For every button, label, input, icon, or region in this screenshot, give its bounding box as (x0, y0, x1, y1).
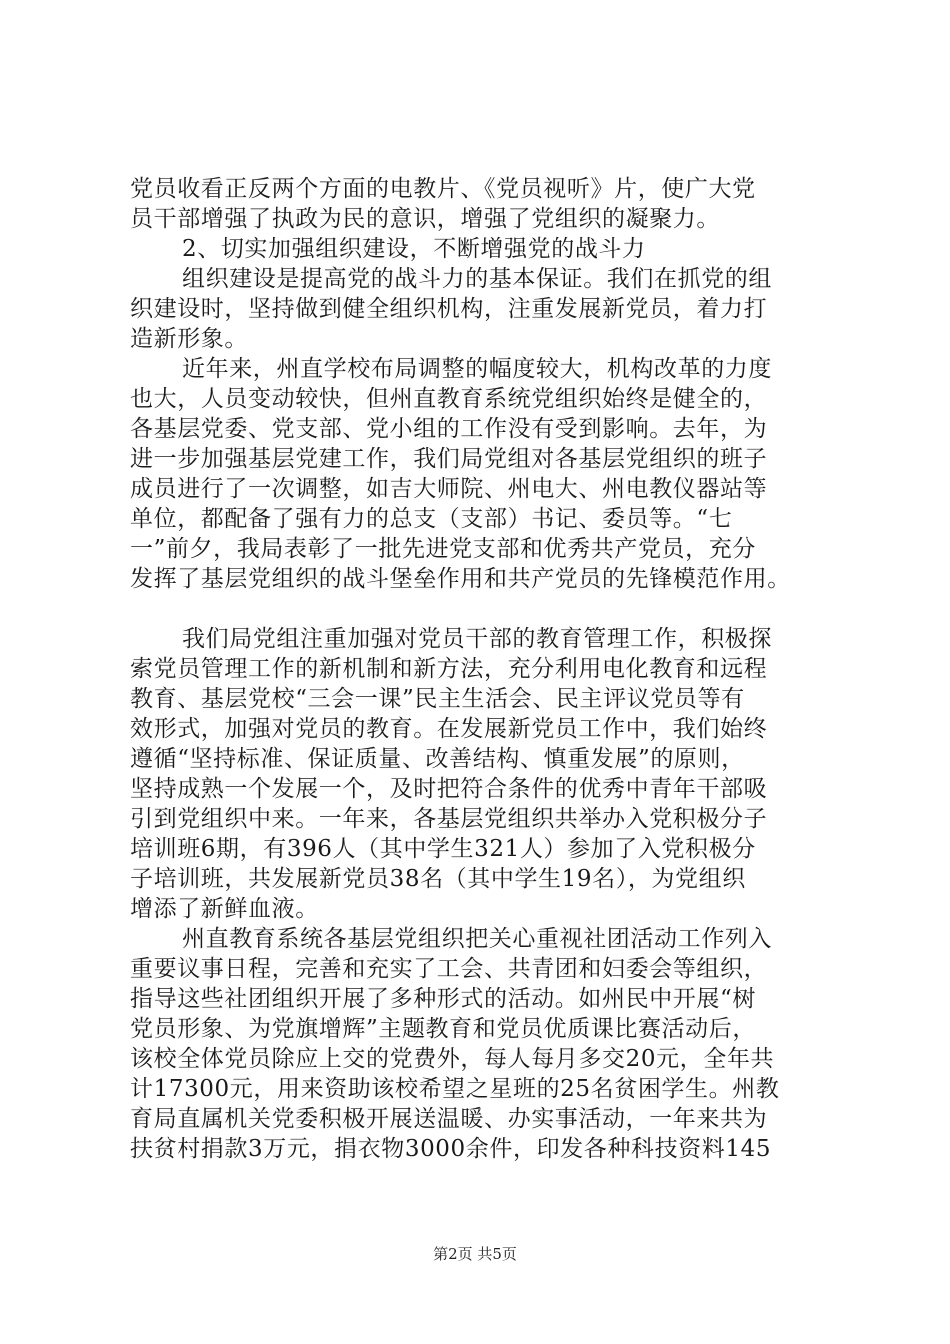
text-line: 扶贫村捐款3万元，捐衣物3000余件，印发各种科技资料145 (130, 1136, 772, 1162)
text-line: 也大，人员变动较快，但州直教育系统党组织始终是健全的， (130, 386, 768, 412)
text-line: 培训班6期，有396人（其中学生321人）参加了入党积极分 (130, 836, 756, 862)
text-line: 育局直属机关党委积极开展送温暖、办实事活动，一年来共为 (130, 1106, 768, 1132)
page-number: 第2页 共5页 (433, 1245, 517, 1263)
text-line: 党员收看正反两个方面的电教片、《党员视听》片，使广大党 (130, 176, 756, 202)
text-line: 索党员管理工作的新机制和新方法，充分利用电化教育和远程 (130, 656, 768, 682)
text-line: 增添了新鲜血液。 (130, 896, 319, 922)
document-body (130, 174, 850, 1164)
text-line: 重要议事日程，完善和充实了工会、共青团和妇委会等组织， (130, 956, 768, 982)
paragraph-gap (130, 594, 850, 624)
text-line: 我们局党组注重加强对党员干部的教育管理工作，积极探 (182, 626, 772, 652)
text-line: 造新形象。 (130, 326, 248, 352)
text-line: 坚持成熟一个发展一个，及时把符合条件的优秀中青年干部吸 (130, 776, 768, 802)
text-line: 教育、基层党校“三会一课”民主生活会、民主评议党员等有 (130, 686, 745, 712)
text-line: 遵循“坚持标准、保证质量、改善结构、慎重发展”的原则， (130, 746, 745, 772)
text-line: 该校全体党员除应上交的党费外，每人每月多交20元，全年共 (130, 1046, 775, 1072)
text-line: 一”前夕，我局表彰了一批先进党支部和优秀共产党员，充分 (130, 536, 756, 562)
text-line: 子培训班，共发展新党员38名（其中学生19名），为党组织 (130, 866, 746, 892)
text-line: 指导这些社团组织开展了多种形式的活动。如州民中开展“树 (130, 986, 756, 1012)
text-line: 组织建设是提高党的战斗力的基本保证。我们在抓党的组 (182, 266, 772, 292)
text-line: 员干部增强了执政为民的意识，增强了党组织的凝聚力。 (130, 206, 720, 232)
text-line: 发挥了基层党组织的战斗堡垒作用和共产党员的先锋模范作用。 (130, 566, 791, 592)
text-line: 各基层党委、党支部、党小组的工作没有受到影响。去年，为 (130, 416, 768, 442)
text-line: 引到党组织中来。一年来，各基层党组织共举办入党积极分子 (130, 806, 768, 832)
text-line: 计17300元，用来资助该校希望之星班的25名贫困学生。州教 (130, 1076, 780, 1102)
text-line: 党员形象、为党旗增辉”主题教育和党员优质课比赛活动后， (130, 1016, 756, 1042)
text-line: 进一步加强基层党建工作，我们局党组对各基层党组织的班子 (130, 446, 768, 472)
text-line: 单位，都配备了强有力的总支（支部）书记、委员等。“七 (130, 506, 733, 532)
text-line: 效形式，加强对党员的教育。在发展新党员工作中，我们始终 (130, 716, 768, 742)
text-line: 织建设时，坚持做到健全组织机构，注重发展新党员，着力打 (130, 296, 768, 322)
text-line: 州直教育系统各基层党组织把关心重视社团活动工作列入 (182, 926, 772, 952)
text-line: 近年来，州直学校布局调整的幅度较大，机构改革的力度 (182, 356, 772, 382)
section-heading: 2、切实加强组织建设，不断增强党的战斗力 (182, 236, 646, 262)
text-line: 成员进行了一次调整，如吉大师院、州电大、州电教仪器站等 (130, 476, 768, 502)
